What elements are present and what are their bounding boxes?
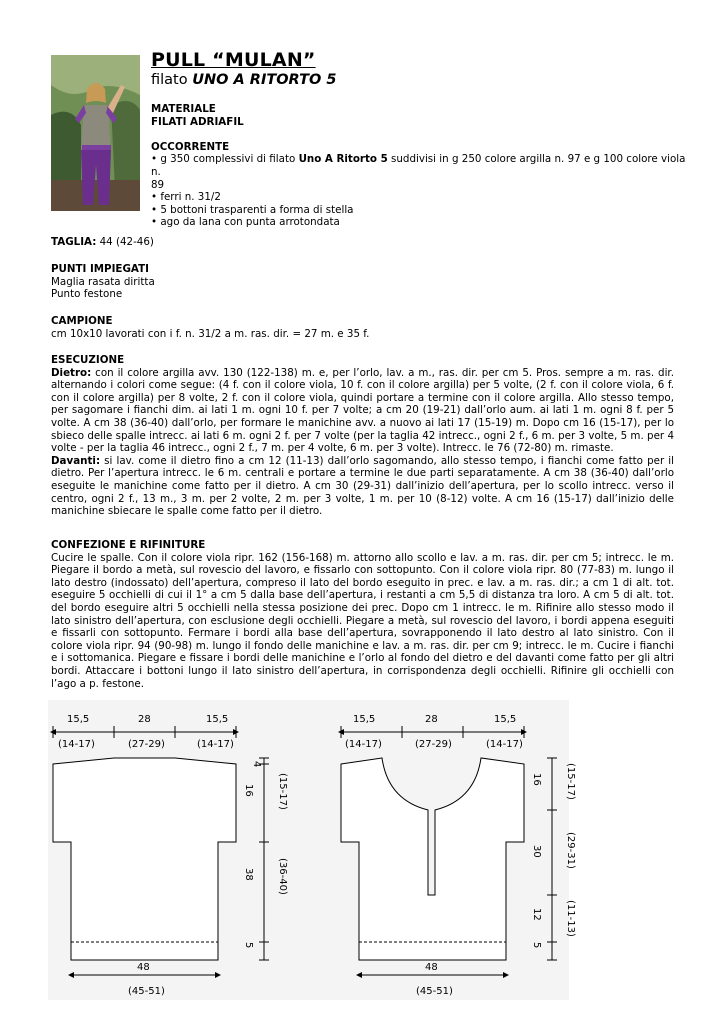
- stitch-item: Maglia rasata diritta: [51, 275, 155, 288]
- needed-item: • 5 bottoni trasparenti a forma di stella: [151, 203, 354, 216]
- stitch-item: Punto festone: [51, 288, 123, 301]
- front-top-label: 28: [425, 714, 438, 725]
- front-top-label: 15,5: [494, 714, 517, 725]
- materials-brand: FILATI ADRIAFIL: [151, 115, 244, 128]
- front-bottom-label: 48: [425, 962, 438, 973]
- finishing-heading: CONFEZIONE E RIFINITURE: [51, 539, 206, 551]
- back-right-label: (15-17): [277, 773, 288, 810]
- front-top-label: 15,5: [353, 714, 376, 725]
- front-top-sub: (27-29): [415, 739, 452, 750]
- size-value: 44 (42-46): [96, 236, 154, 248]
- back-top-sub: (14-17): [58, 739, 95, 750]
- back-top-label: 28: [138, 714, 151, 725]
- materials-heading: MATERIALE: [151, 103, 216, 115]
- front-right-label: 16: [531, 773, 542, 786]
- back-top-sub: (27-29): [128, 739, 165, 750]
- back-top-label: 15,5: [67, 714, 90, 725]
- needed-heading: OCCORRENTE: [151, 140, 230, 153]
- front-right-label: 12: [531, 908, 542, 921]
- front-right-label: 5: [531, 942, 542, 949]
- yarn-name: UNO A RITORTO 5: [192, 72, 337, 88]
- front-right-label: 30: [531, 845, 542, 858]
- needed-item: • ferri n. 31/2: [151, 191, 221, 204]
- stitches-heading: PUNTI IMPIEGATI: [51, 263, 149, 275]
- back-top-label: 15,5: [206, 714, 229, 725]
- execution-heading: ESECUZIONE: [51, 354, 125, 366]
- front-right-label: (11-13): [565, 900, 576, 937]
- front-bottom-sub: (45-51): [416, 986, 453, 997]
- front-instructions: Davanti: si lav. come il dietro fino a cm 12 (11-13) dall’orlo sagomando, allo stesso tempo, i fianchi come fatto per il dietro. Per l’apertura intrecc. le 6 m. centrali e portare a termine le due parti separatamente. A cm 38 (36-40) dall’orlo eseguite le manichine come fatto per il dietro. A cm 30 (29-31) dall’inizio dell’apertura, per lo scollo intrecc. verso il centro, ogni 2 f., 13 m., 3 m. per 2 volte, 2 m. per 3 volte, 1 m. per 10 (8-12) volte. A cm 16 (15-17) dall’inizio delle manichine sbiecare le spalle come fatto per il dietro.: [51, 454, 674, 518]
- back-instructions: Dietro: con il colore argilla avv. 130 (122-138) m. e, per l’orlo, lav. a m., ras. dir. per cm 5. Pros. sempre a m. ras. dir. alternando i colori come segue: (4 f. con il colore viola, 10 f. con il colore argilla) per 5 volte, (2 f. con il colore viola, 6 f. con il colore argilla) per 8 volte, 2 f. con il colore viola, quindi portare a termine con il colore argilla. Allo stesso tempo, per sagomare i fianchi dim. ai lati 1 m. ogni 10 f. per 7 volte; a cm 20 (19-21) dall’orlo aum. ai lati 1 m. ogni 8 f. per 5 volte. A cm 38 (36-40) dall’orlo, per formare le manichine avv. a nuovo ai lati 17 (15-19) m. Dopo cm 16 (15-17), per lo sbieco delle spalle intrecc. ai lati 6 m. ogni 2 f. per 7 volte (per la taglia 42 intrecc., ogni 2 f., 6 m. per 3 volte, 5 m. per 4 volte - per la taglia 46 intrecc., ogni 2 f., 7 m. per 4 volte, 6 m. per 3 volte). Intrecc. le 76 (72-80) m. rimaste.: [51, 366, 674, 455]
- back-right-label: (36-40): [277, 858, 288, 895]
- page-title: PULL “MULAN”: [151, 49, 316, 71]
- front-top-sub: (14-17): [486, 739, 523, 750]
- needed-item: 89: [151, 178, 165, 191]
- needed-item: • g 350 complessivi di filato Uno A Ritorto 5 suddivisi in g 250 colore argilla n. 97 e g 100 colore viola n.: [151, 153, 686, 178]
- back-bottom-sub: (45-51): [128, 986, 165, 997]
- back-bottom-label: 48: [137, 962, 150, 973]
- front-right-label: (15-17): [565, 763, 576, 800]
- subtitle-prefix: filato: [151, 72, 193, 88]
- size-label: TAGLIA:: [51, 236, 97, 248]
- back-right-label: 16: [243, 784, 254, 797]
- gauge-heading: CAMPIONE: [51, 315, 113, 327]
- back-right-label: 4: [251, 761, 262, 768]
- back-right-label: 5: [243, 942, 254, 949]
- front-right-label: (29-31): [565, 832, 576, 869]
- gauge-text: cm 10x10 lavorati con i f. n. 31/2 a m. ras. dir. = 27 m. e 35 f.: [51, 327, 370, 340]
- needed-item: • ago da lana con punta arrotondata: [151, 216, 340, 229]
- front-top-sub: (14-17): [345, 739, 382, 750]
- finishing-text: Cucire le spalle. Con il colore viola ripr. 162 (156-168) m. attorno allo scollo e lav. a m. ras. dir. per cm 5; intrecc. le m. Piegare il bordo a metà, sul rovescio del lavoro, e fissarlo con sottopunto. Con il colore viola ripr. 80 (77-83) m. lungo il lato destro (indossato) dell’apertura, compreso il lato del bordo eseguito in prec. e lav. a m. ras. dir.; a cm 1 di alt. tot. eseguire 5 occhielli di cui il 1° a cm 5 dalla base dell’apertura, i restanti a cm 5,5 di distanza tra loro. A cm 5 di alt. tot. del bordo eseguire altri 5 occhielli nella stessa posizione dei prec. Dopo cm 1 intrecc. le m. Rifinire allo stesso modo il lato sinistro dell’apertura, con esclusione degli occhielli. Piegare a metà, sul rovescio del lavoro, i bordi appena eseguiti e fissarli con sottopunto. Fermare i bordi alla base dell’apertura, sovrapponendo il lato destro al lato sinistro. Con il colore viola ripr. 94 (90-98) m. lungo il fondo delle manichine e lav. a m. ras. dir. per cm 9; intrecc. le m. Cucire i fianchi e i sottomanica. Piegare e fissare i bordi delle manichine e l’orlo al fondo del dietro e del davanti come fatto per gli altri bordi. Attaccare i bottoni lungo il lato sinistro dell’apertura, in corrispondenza degli occhielli. Rifinire gli occhielli con l’ago a p. festone.: [51, 551, 674, 690]
- back-right-label: 38: [243, 868, 254, 881]
- back-top-sub: (14-17): [197, 739, 234, 750]
